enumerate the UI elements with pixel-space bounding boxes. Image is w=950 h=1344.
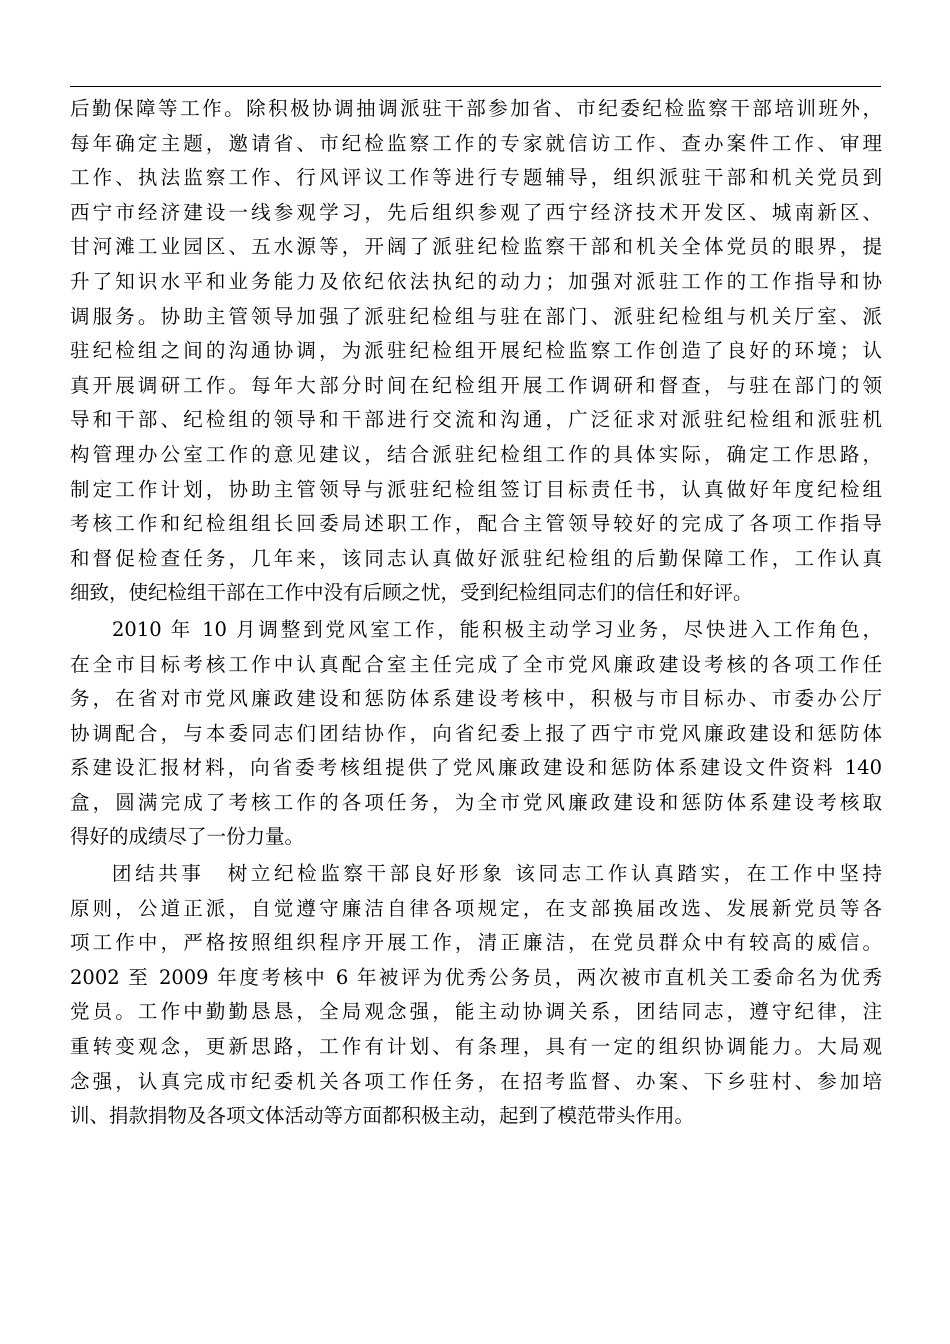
text-line: 升了知识水平和业务能力及依纪依法执纪的动力；加强对派驻工作的工作指导和协: [70, 269, 882, 293]
text-line: 细致，使纪检组干部在工作中没有后顾之忧，受到纪检组同志们的信任和好评。: [70, 581, 753, 605]
text-line: 西宁市经济建设一线参观学习，先后组织参观了西宁经济技术开发区、城南新区、: [70, 200, 882, 224]
paragraph-3: [70, 857, 882, 1134]
text-line: 调服务。协助主管领导加强了派驻纪检组与驻在部门、派驻纪检组与机关厅室、派: [70, 304, 882, 328]
text-line: 导和干部、纪检组的领导和干部进行交流和沟通，广泛征求对派驻纪检组和派驻机: [70, 408, 882, 432]
header-rule: [70, 86, 881, 87]
text-line: 驻纪检组之间的沟通协调，为派驻纪检组开展纪检监察工作创造了良好的环境；认: [70, 339, 882, 363]
text-line: 甘河滩工业园区、五水源等，开阔了派驻纪检监察干部和机关全体党员的眼界，提: [70, 235, 882, 259]
text-line: 念强，认真完成市纪委机关各项工作任务，在招考监督、办案、下乡驻村、参加培: [70, 1069, 882, 1093]
text-line: 重转变观念，更新思路，工作有计划、有条理，具有一定的组织协调能力。大局观: [70, 1035, 882, 1059]
document-body: [70, 92, 882, 1134]
text-line: 2010 年 10 月调整到党风室工作，能积极主动学习业务，尽快进入工作角色，: [112, 617, 882, 641]
text-line: 制定工作计划，协助主管领导与派驻纪检组签订目标责任书，认真做好年度纪检组: [70, 477, 882, 501]
text-line: 每年确定主题，邀请省、市纪检监察工作的专家就信访工作、查办案件工作、审理: [70, 131, 882, 155]
text-line: 在全市目标考核工作中认真配合室主任完成了全市党风廉政建设考核的各项工作任: [70, 652, 882, 676]
text-line: 训、捐款捐物及各项文体活动等方面都积极主动，起到了模范带头作用。: [70, 1104, 695, 1128]
text-line: 和督促检查任务，几年来，该同志认真做好派驻纪检组的后勤保障工作，工作认真: [70, 546, 882, 570]
text-line: 考核工作和纪检组组长回委局述职工作，配合主管领导较好的完成了各项工作指导: [70, 512, 882, 536]
text-line: 工作、执法监察工作、行风评议工作等进行专题辅导，组织派驻干部和机关党员到: [70, 166, 882, 190]
text-line: 构管理办公室工作的意见建议，结合派驻纪检组工作的具体实际，确定工作思路，: [70, 442, 882, 466]
paragraph-2: [70, 613, 882, 855]
text-line: 务，在省对市党风廉政建设和惩防体系建设考核中，积极与市目标办、市委办公厅: [70, 687, 882, 711]
text-line: 党员。工作中勤勤恳恳，全局观念强，能主动协调关系，团结同志，遵守纪律，注: [70, 1000, 882, 1024]
text-line: 后勤保障等工作。除积极协调抽调派驻干部参加省、市纪委纪检监察干部培训班外，: [70, 97, 882, 120]
paragraph-1: [70, 92, 882, 611]
text-line: 协调配合，与本委同志们团结协作，向省纪委上报了西宁市党风廉政建设和惩防体: [70, 721, 882, 745]
text-line: 真开展调研工作。每年大部分时间在纪检组开展工作调研和督查，与驻在部门的领: [70, 373, 882, 397]
text-line: 系建设汇报材料，向省委考核组提供了党风廉政建设和惩防体系建设文件资料 140: [70, 756, 882, 780]
text-line: 原则，公道正派，自觉遵守廉洁自律各项规定，在支部换届改选、发展新党员等各: [70, 896, 882, 920]
text-line: 盒，圆满完成了考核工作的各项任务，为全市党风廉政建设和惩防体系建设考核取: [70, 790, 882, 814]
text-line: 项工作中，严格按照组织程序开展工作，清正廉洁，在党员群众中有较高的威信。: [70, 931, 882, 955]
text-line: 2002 至 2009 年度考核中 6 年被评为优秀公务员，两次被市直机关工委命名为优秀: [70, 965, 882, 989]
text-line: 团结共事 树立纪检监察干部良好形象 该同志工作认真踏实，在工作中坚持: [112, 862, 882, 886]
text-line: 得好的成绩尽了一份力量。: [70, 825, 305, 849]
